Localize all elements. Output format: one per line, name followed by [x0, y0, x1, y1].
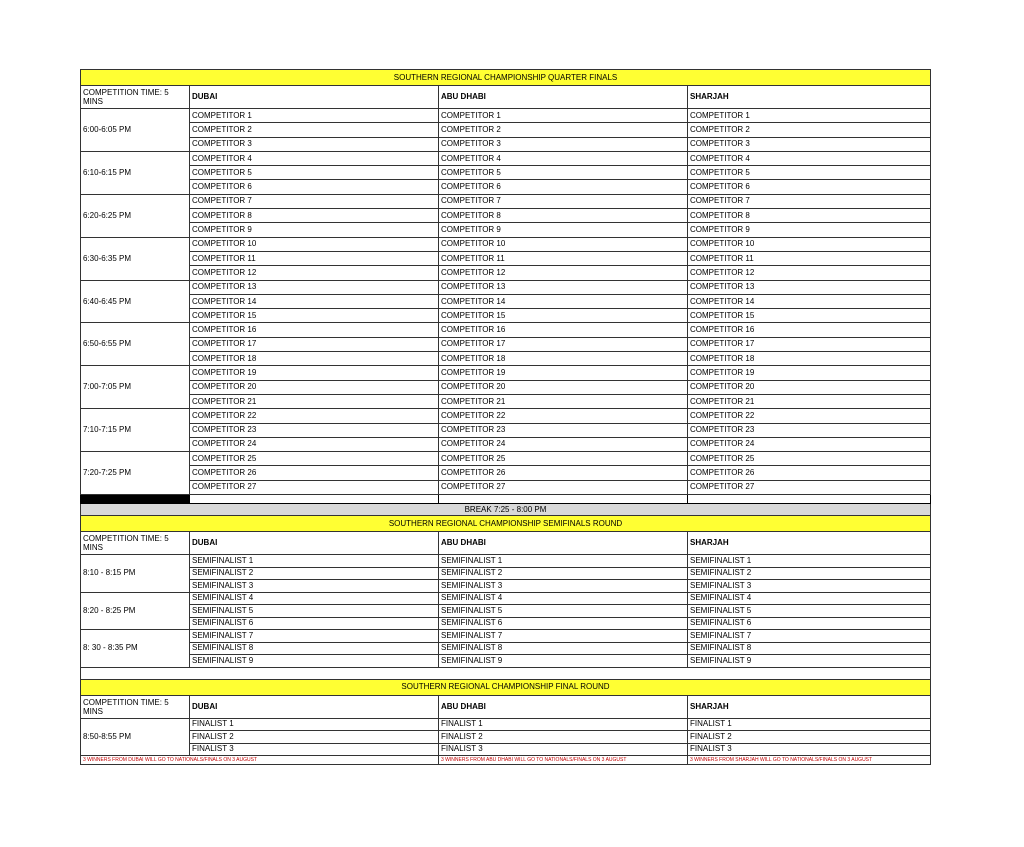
entry-cell: COMPETITOR 3: [190, 137, 439, 151]
location-header: DUBAI: [190, 695, 439, 718]
table-row: [81, 394, 931, 408]
table-row: [81, 251, 931, 265]
table-row: [81, 337, 931, 351]
entry-cell: COMPETITOR 25: [439, 452, 688, 466]
entry-cell: COMPETITOR 7: [439, 194, 688, 208]
entry-cell: COMPETITOR 9: [190, 223, 439, 237]
time-slot: 8:20 - 8:25 PM: [81, 592, 190, 630]
entry-cell: SEMIFINALIST 1: [190, 555, 439, 568]
entry-cell: COMPETITOR 12: [439, 266, 688, 280]
separator-cell: [688, 495, 931, 504]
entry-cell: COMPETITOR 7: [190, 194, 439, 208]
entry-cell: COMPETITOR 24: [439, 437, 688, 451]
entry-cell: COMPETITOR 24: [688, 437, 931, 451]
break-label: BREAK 7:25 - 8:00 PM: [81, 504, 931, 516]
entry-cell: COMPETITOR 18: [439, 352, 688, 366]
entry-cell: COMPETITOR 25: [688, 452, 931, 466]
table-row: [81, 617, 931, 630]
entry-cell: SEMIFINALIST 5: [439, 605, 688, 618]
entry-cell: COMPETITOR 15: [688, 309, 931, 323]
entry-cell: COMPETITOR 21: [190, 394, 439, 408]
separator-cell: [439, 495, 688, 504]
entry-cell: COMPETITOR 22: [439, 409, 688, 423]
entry-cell: COMPETITOR 27: [688, 480, 931, 494]
entry-cell: COMPETITOR 7: [688, 194, 931, 208]
table-row: [81, 366, 931, 380]
competition-time-label: COMPETITION TIME: 5 MINS: [81, 695, 190, 718]
entry-cell: COMPETITOR 14: [439, 294, 688, 308]
entry-cell: COMPETITOR 20: [688, 380, 931, 394]
entry-cell: SEMIFINALIST 9: [688, 655, 931, 668]
entry-cell: SEMIFINALIST 5: [688, 605, 931, 618]
table-row: [81, 466, 931, 480]
entry-cell: COMPETITOR 5: [688, 166, 931, 180]
time-slot: 6:30-6:35 PM: [81, 237, 190, 280]
table-row: [81, 437, 931, 451]
entry-cell: SEMIFINALIST 6: [439, 617, 688, 630]
entry-cell: COMPETITOR 16: [688, 323, 931, 337]
final-banner: [81, 679, 931, 695]
entry-cell: COMPETITOR 17: [439, 337, 688, 351]
entry-cell: FINALIST 1: [688, 718, 931, 731]
final-title: SOUTHERN REGIONAL CHAMPIONSHIP FINAL ROUND: [81, 679, 931, 695]
entry-cell: SEMIFINALIST 6: [190, 617, 439, 630]
competition-time-label: COMPETITION TIME: 5 MINS: [81, 532, 190, 555]
entry-cell: FINALIST 3: [439, 743, 688, 756]
entry-cell: COMPETITOR 23: [439, 423, 688, 437]
entry-cell: SEMIFINALIST 2: [190, 567, 439, 580]
entry-cell: COMPETITOR 22: [688, 409, 931, 423]
table-row: [81, 151, 931, 165]
qualify-note: 3 WINNERS FROM DUBAI WILL GO TO NATIONALS/FINALS ON 3 AUGUST: [81, 756, 439, 765]
entry-cell: COMPETITOR 21: [439, 394, 688, 408]
entry-cell: COMPETITOR 12: [190, 266, 439, 280]
semi-banner: [81, 516, 931, 532]
entry-cell: COMPETITOR 26: [439, 466, 688, 480]
time-slot: 6:10-6:15 PM: [81, 151, 190, 194]
entry-cell: SEMIFINALIST 2: [439, 567, 688, 580]
table-row: [81, 555, 931, 568]
entry-cell: SEMIFINALIST 9: [190, 655, 439, 668]
entry-cell: COMPETITOR 25: [190, 452, 439, 466]
table-row: [81, 309, 931, 323]
table-row: [81, 352, 931, 366]
table-row: [81, 642, 931, 655]
entry-cell: FINALIST 2: [688, 731, 931, 744]
entry-cell: COMPETITOR 18: [688, 352, 931, 366]
entry-cell: COMPETITOR 17: [190, 337, 439, 351]
schedule-table: [80, 69, 931, 765]
entry-cell: COMPETITOR 22: [190, 409, 439, 423]
entry-cell: COMPETITOR 24: [190, 437, 439, 451]
entry-cell: SEMIFINALIST 3: [439, 580, 688, 593]
separator-cell: [81, 495, 190, 504]
entry-cell: SEMIFINALIST 9: [439, 655, 688, 668]
table-row: [81, 209, 931, 223]
location-header: DUBAI: [190, 86, 439, 109]
entry-cell: COMPETITOR 4: [439, 151, 688, 165]
spacer-row: [81, 667, 931, 679]
entry-cell: COMPETITOR 10: [190, 237, 439, 251]
entry-cell: SEMIFINALIST 8: [439, 642, 688, 655]
location-header: DUBAI: [190, 532, 439, 555]
entry-cell: FINALIST 2: [190, 731, 439, 744]
entry-cell: SEMIFINALIST 8: [190, 642, 439, 655]
entry-cell: COMPETITOR 27: [439, 480, 688, 494]
quarter-header-row: [81, 86, 931, 109]
entry-cell: FINALIST 3: [190, 743, 439, 756]
quarter-banner: [81, 70, 931, 86]
entry-cell: COMPETITOR 12: [688, 266, 931, 280]
location-header: SHARJAH: [688, 532, 931, 555]
table-row: [81, 718, 931, 731]
entry-cell: COMPETITOR 9: [688, 223, 931, 237]
final-header-row: [81, 695, 931, 718]
location-header: SHARJAH: [688, 695, 931, 718]
time-slot: 7:20-7:25 PM: [81, 452, 190, 495]
entry-cell: COMPETITOR 13: [439, 280, 688, 294]
table-row: [81, 452, 931, 466]
entry-cell: COMPETITOR 2: [688, 123, 931, 137]
time-slot: 7:00-7:05 PM: [81, 366, 190, 409]
entry-cell: COMPETITOR 2: [190, 123, 439, 137]
qualify-note: 3 WINNERS FROM SHARJAH WILL GO TO NATIONALS/FINALS ON 3 AUGUST: [688, 756, 931, 765]
location-header: SHARJAH: [688, 86, 931, 109]
entry-cell: SEMIFINALIST 3: [688, 580, 931, 593]
entry-cell: COMPETITOR 20: [190, 380, 439, 394]
entry-cell: COMPETITOR 1: [439, 109, 688, 123]
table-row: [81, 592, 931, 605]
entry-cell: COMPETITOR 16: [190, 323, 439, 337]
table-row: [81, 731, 931, 744]
entry-cell: SEMIFINALIST 8: [688, 642, 931, 655]
entry-cell: COMPETITOR 15: [190, 309, 439, 323]
entry-cell: SEMIFINALIST 6: [688, 617, 931, 630]
entry-cell: COMPETITOR 4: [190, 151, 439, 165]
entry-cell: COMPETITOR 21: [688, 394, 931, 408]
quarter-title: SOUTHERN REGIONAL CHAMPIONSHIP QUARTER FINALS: [81, 70, 931, 86]
table-row: [81, 580, 931, 593]
entry-cell: COMPETITOR 14: [190, 294, 439, 308]
break-row: [81, 504, 931, 516]
table-row: [81, 423, 931, 437]
entry-cell: COMPETITOR 4: [688, 151, 931, 165]
entry-cell: SEMIFINALIST 1: [688, 555, 931, 568]
entry-cell: COMPETITOR 19: [439, 366, 688, 380]
entry-cell: SEMIFINALIST 7: [688, 630, 931, 643]
table-row: [81, 123, 931, 137]
entry-cell: COMPETITOR 5: [190, 166, 439, 180]
entry-cell: COMPETITOR 23: [688, 423, 931, 437]
table-row: [81, 409, 931, 423]
entry-cell: COMPETITOR 6: [439, 180, 688, 194]
entry-cell: COMPETITOR 2: [439, 123, 688, 137]
entry-cell: COMPETITOR 15: [439, 309, 688, 323]
spacer-cell: [81, 667, 931, 679]
schedule-sheet: [80, 69, 930, 765]
time-slot: 6:50-6:55 PM: [81, 323, 190, 366]
entry-cell: COMPETITOR 11: [190, 251, 439, 265]
entry-cell: COMPETITOR 27: [190, 480, 439, 494]
time-slot: 6:20-6:25 PM: [81, 194, 190, 237]
entry-cell: COMPETITOR 16: [439, 323, 688, 337]
entry-cell: COMPETITOR 26: [688, 466, 931, 480]
time-slot: 6:00-6:05 PM: [81, 109, 190, 152]
notes-row: [81, 756, 931, 765]
entry-cell: COMPETITOR 17: [688, 337, 931, 351]
table-row: [81, 630, 931, 643]
entry-cell: COMPETITOR 19: [190, 366, 439, 380]
entry-cell: COMPETITOR 13: [688, 280, 931, 294]
entry-cell: COMPETITOR 3: [688, 137, 931, 151]
time-slot: 8: 30 - 8:35 PM: [81, 630, 190, 668]
entry-cell: COMPETITOR 1: [190, 109, 439, 123]
entry-cell: COMPETITOR 11: [688, 251, 931, 265]
entry-cell: COMPETITOR 1: [688, 109, 931, 123]
time-slot: 6:40-6:45 PM: [81, 280, 190, 323]
entry-cell: FINALIST 3: [688, 743, 931, 756]
entry-cell: SEMIFINALIST 1: [439, 555, 688, 568]
table-row: [81, 137, 931, 151]
entry-cell: COMPETITOR 6: [190, 180, 439, 194]
entry-cell: SEMIFINALIST 7: [190, 630, 439, 643]
entry-cell: COMPETITOR 9: [439, 223, 688, 237]
time-slot: 8:10 - 8:15 PM: [81, 555, 190, 593]
table-row: [81, 280, 931, 294]
table-row: [81, 266, 931, 280]
location-header: ABU DHABI: [439, 695, 688, 718]
table-row: [81, 655, 931, 668]
table-row: [81, 294, 931, 308]
entry-cell: COMPETITOR 6: [688, 180, 931, 194]
table-row: [81, 223, 931, 237]
entry-cell: FINALIST 1: [190, 718, 439, 731]
entry-cell: COMPETITOR 20: [439, 380, 688, 394]
competition-time-label: COMPETITION TIME: 5 MINS: [81, 86, 190, 109]
table-row: [81, 166, 931, 180]
table-row: [81, 743, 931, 756]
semi-title: SOUTHERN REGIONAL CHAMPIONSHIP SEMIFINALS ROUND: [81, 516, 931, 532]
table-row: [81, 323, 931, 337]
qualify-note: 3 WINNERS FROM ABU DHABI WILL GO TO NATIONALS/FINALS ON 3 AUGUST: [439, 756, 688, 765]
location-header: ABU DHABI: [439, 86, 688, 109]
table-row: [81, 237, 931, 251]
time-slot: 7:10-7:15 PM: [81, 409, 190, 452]
entry-cell: COMPETITOR 5: [439, 166, 688, 180]
entry-cell: COMPETITOR 14: [688, 294, 931, 308]
table-row: [81, 180, 931, 194]
separator-cell: [190, 495, 439, 504]
entry-cell: COMPETITOR 18: [190, 352, 439, 366]
entry-cell: COMPETITOR 8: [688, 209, 931, 223]
location-header: ABU DHABI: [439, 532, 688, 555]
table-row: [81, 380, 931, 394]
semi-header-row: [81, 532, 931, 555]
entry-cell: FINALIST 2: [439, 731, 688, 744]
table-row: [81, 605, 931, 618]
entry-cell: COMPETITOR 23: [190, 423, 439, 437]
entry-cell: SEMIFINALIST 7: [439, 630, 688, 643]
entry-cell: SEMIFINALIST 4: [190, 592, 439, 605]
entry-cell: COMPETITOR 10: [688, 237, 931, 251]
entry-cell: COMPETITOR 26: [190, 466, 439, 480]
table-row: [81, 194, 931, 208]
time-slot: 8:50-8:55 PM: [81, 718, 190, 756]
entry-cell: SEMIFINALIST 3: [190, 580, 439, 593]
entry-cell: COMPETITOR 11: [439, 251, 688, 265]
entry-cell: FINALIST 1: [439, 718, 688, 731]
entry-cell: COMPETITOR 13: [190, 280, 439, 294]
table-row: [81, 480, 931, 494]
entry-cell: COMPETITOR 3: [439, 137, 688, 151]
entry-cell: SEMIFINALIST 5: [190, 605, 439, 618]
entry-cell: SEMIFINALIST 2: [688, 567, 931, 580]
table-row: [81, 567, 931, 580]
table-row: [81, 109, 931, 123]
entry-cell: SEMIFINALIST 4: [688, 592, 931, 605]
entry-cell: COMPETITOR 8: [439, 209, 688, 223]
entry-cell: COMPETITOR 8: [190, 209, 439, 223]
separator-row: [81, 495, 931, 504]
entry-cell: SEMIFINALIST 4: [439, 592, 688, 605]
entry-cell: COMPETITOR 10: [439, 237, 688, 251]
entry-cell: COMPETITOR 19: [688, 366, 931, 380]
